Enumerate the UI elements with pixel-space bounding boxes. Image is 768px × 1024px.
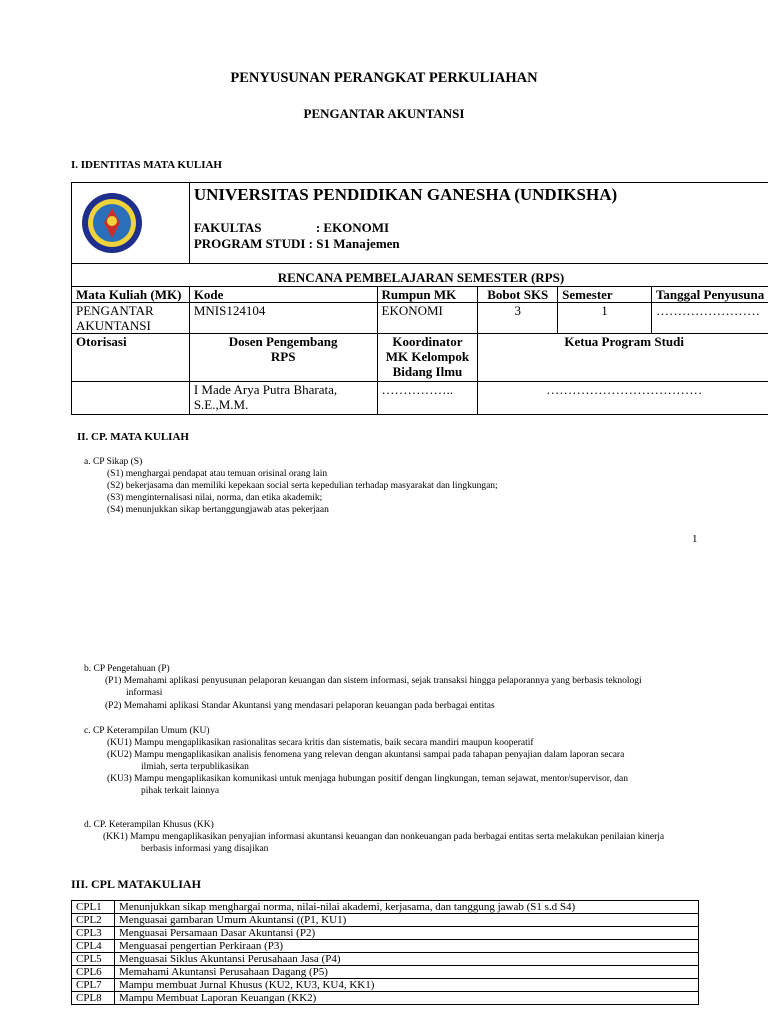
list-item: (KU2) Mampu mengaplikasikan analisis fenomena yang relevan dengan akuntansi sampai pada tahapan penyajian dalam laporan secara [107,750,625,760]
mk-tanggal: …………………… [651,303,768,334]
cpl-code: CPL2 [72,914,115,927]
kaprodi-signature: ……………………………… [478,382,768,415]
cpl-table [71,900,699,1005]
list-item: (S3) menginternalisasi nilai, norma, dan etika akademik; [107,493,323,503]
logo-cell [72,183,190,264]
cpl-desc: Menguasai pengertian Perkiraan (P3) [115,940,699,953]
list-item: (KK1) Mampu mengaplikasikan penyajian informasi akuntansi keuangan dan nonkeuangan pada berbagai entitas serta melakukan penilaian kinerja [103,832,665,842]
table-row [72,992,699,1005]
cpl-desc: Menguasai gambaran Umum Akuntansi ((P1, KU1) [115,914,699,927]
dosen-name: I Made Arya Putra Bharata, S.E.,M.M. [189,382,377,415]
cpl-desc: Mampu Membuat Laporan Keuangan (KK2) [115,992,699,1005]
cpl-code: CPL7 [72,979,115,992]
koordinator-label: Koordinator MK Kelompok Bidang Ilmu [377,334,478,382]
cpl-code: CPL4 [72,940,115,953]
koordinator-signature: …………….. [377,382,478,415]
list-item-continuation: berbasis informasi yang disajikan [141,844,269,854]
cp-sikap-title: a. CP Sikap (S) [84,457,143,467]
list-item: (P1) Memahami aplikasi penyusunan pelaporan keuangan dan sistem informasi, sejak transaksi hingga pelaporannya yang berbasis teknologi [105,676,642,686]
table-row [72,914,699,927]
mk-bobot: 3 [478,303,558,334]
prodi-value: S1 Manajemen [316,236,400,251]
header-semester: Semester [558,287,652,303]
table-row [72,940,699,953]
cp-sikap-list [107,468,498,516]
header-mata-kuliah: Mata Kuliah (MK) [72,287,190,303]
university-name: UNIVERSITAS PENDIDIKAN GANESHA (UNDIKSHA) [193,185,618,204]
cpl-code: CPL1 [72,901,115,914]
cpl-code: CPL5 [72,953,115,966]
section-3-heading: III. CPL MATAKULIAH [71,877,201,891]
rps-title: RENCANA PEMBELAJARAN SEMESTER (RPS) [72,264,768,287]
kaprodi-label: Ketua Program Studi [478,334,768,382]
fakultas-label: FAKULTAS [193,220,262,235]
page-number: 1 [692,533,698,545]
table-row [72,966,699,979]
header-rumpun: Rumpun MK [377,287,478,303]
cpl-code: CPL6 [72,966,115,979]
mk-rumpun: EKONOMI [377,303,478,334]
list-item: (KU3) Mampu mengaplikasikan komunikasi untuk menjaga hubungan positif dengan lingkungan, teman sejawat, mentor/supervisor, dan [107,774,628,784]
table-row [72,979,699,992]
mk-kode: MNIS124104 [189,303,377,334]
cp-ku-title: c. CP Keterampilan Umum (KU) [84,726,210,736]
cpl-desc: Menguasai Siklus Akuntansi Perusahaan Jasa (P4) [115,953,699,966]
undiksha-logo [78,191,146,255]
table-row [72,901,699,914]
section-1-heading: I. IDENTITAS MATA KULIAH [71,159,222,171]
cp-kk-title: d. CP. Keterampilan Khusus (KK) [84,820,214,830]
cp-pengetahuan-title: b. CP Pengetahuan (P) [84,664,170,674]
prodi-label: PROGRAM STUDI : [193,236,313,251]
mk-name: PENGANTAR AKUNTANSI [72,303,190,334]
list-item: (P2) Memahami aplikasi Standar Akuntansi yang mendasari pelaporan keuangan pada berbagai entitas [105,701,495,711]
list-item-continuation: pihak terkait lainnya [141,786,220,796]
document-subtitle: PENGANTAR AKUNTANSI [303,106,465,121]
section-2-heading: II. CP. MATA KULIAH [77,431,189,443]
cpl-code: CPL8 [72,992,115,1005]
cpl-desc: Memahami Akuntansi Perusahaan Dagang (P5) [115,966,699,979]
document-title: PENYUSUNAN PERANGKAT PERKULIAHAN [230,70,538,86]
header-kode: Kode [189,287,377,303]
table-row [72,927,699,940]
otorisasi-label: Otorisasi [72,334,190,382]
fakultas-value: : EKONOMI [315,220,390,235]
identity-table [71,182,768,415]
mk-semester: 1 [558,303,652,334]
cpl-desc: Menunjukkan sikap menghargai norma, nilai-nilai akademi, kerjasama, dan tanggung jawab (S1 s.d S4) [115,901,699,914]
table-row [72,953,699,966]
list-item: (S1) menghargai pendapat atau temuan orisinal orang lain [107,469,328,479]
cpl-code: CPL3 [72,927,115,940]
list-item-continuation: informasi [126,688,163,698]
list-item: (S2) bekerjasama dan memiliki kepekaan social serta kepedulian terhadap masyarakat dan lingkungan; [107,481,498,491]
list-item: (S4) menunjukkan sikap bertanggungjawab atas pekerjaan [107,505,329,515]
list-item-continuation: ilmiah, serta terpublikasikan [141,762,249,772]
cpl-desc: Mampu membuat Jurnal Khusus (KU2, KU3, KU4, KK1) [115,979,699,992]
list-item: (KU1) Mampu mengaplikasikan rasionalitas secara kritis dan sistematis, baik secara mandiri maupun kooperatif [107,738,534,748]
header-tanggal: Tanggal Penyusuna [651,287,768,303]
dosen-label: Dosen Pengembang RPS [189,334,377,382]
cpl-desc: Menguasai Persamaan Dasar Akuntansi (P2) [115,927,699,940]
header-bobot: Bobot SKS [478,287,558,303]
